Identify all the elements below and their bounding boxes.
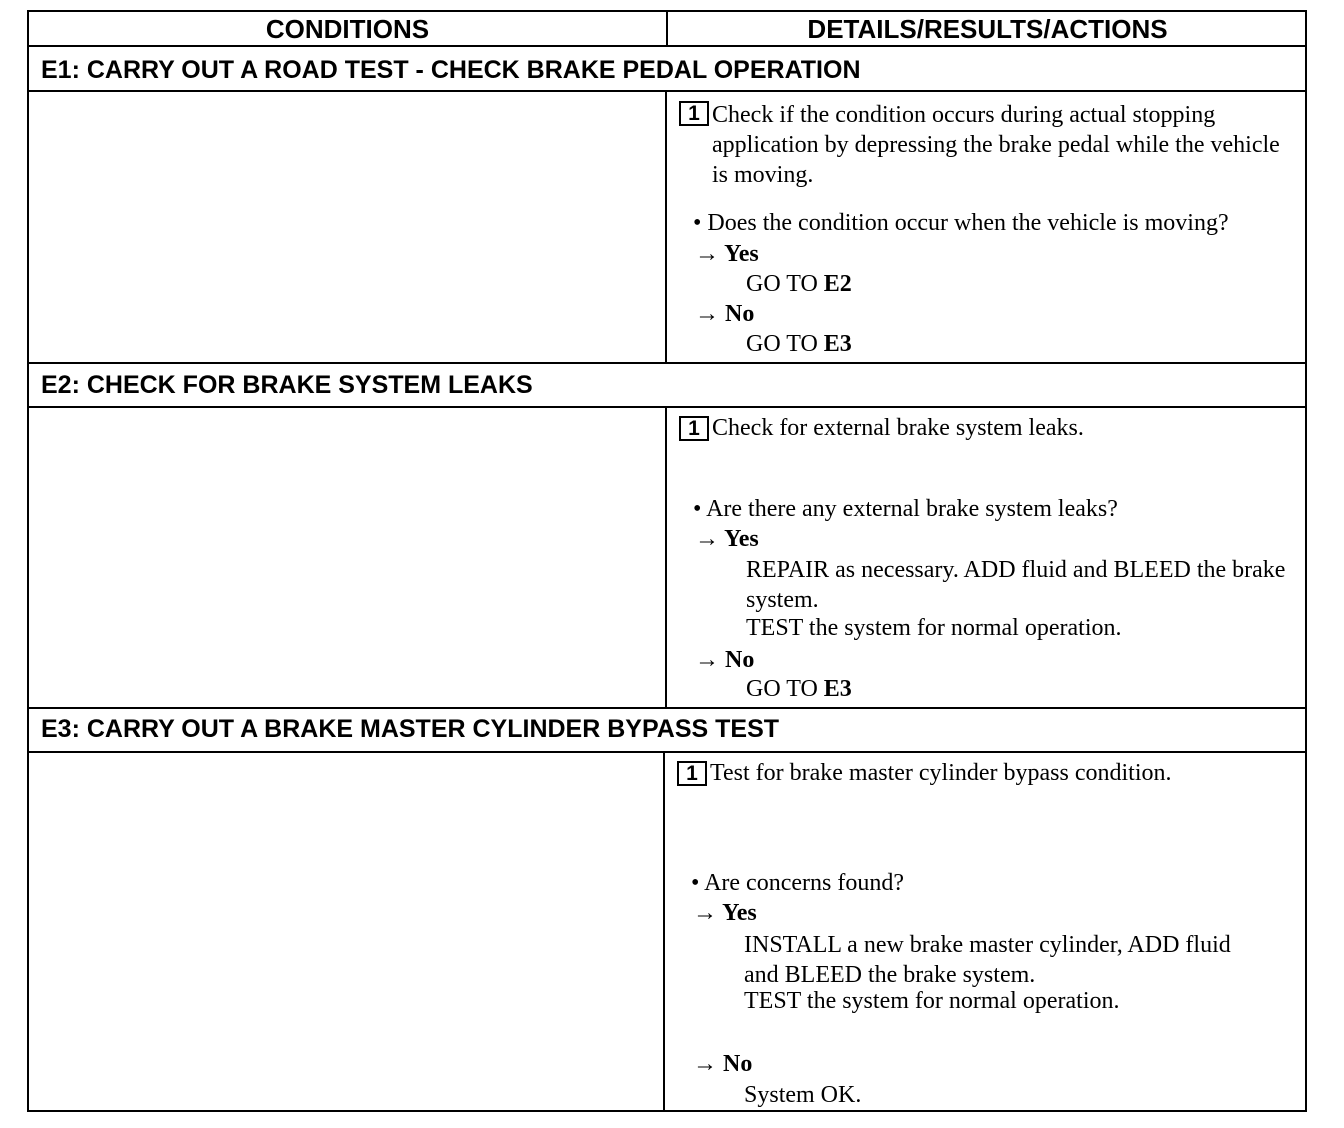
e1-step-number-box: 1 <box>679 101 709 126</box>
header-divider <box>29 45 1305 47</box>
e3-question: • Are concerns found? <box>691 870 904 896</box>
e2-no-goto: GO TO <box>746 676 824 702</box>
e1-step-text: Check if the condition occurs during actual stopping application by depressing the brake pedal while the vehicle is moving. <box>712 102 1280 188</box>
e1-no-target: E3 <box>823 331 852 357</box>
e2-title-divider <box>29 406 1305 408</box>
diagnostic-table <box>27 10 1307 1112</box>
e3-yes-action-1: INSTALL a new brake master cylinder, ADD fluid and BLEED the brake system. <box>744 932 1231 988</box>
details-column-header: DETAILS/RESULTS/ACTIONS <box>807 14 1168 44</box>
conditions-column-header: CONDITIONS <box>265 14 430 44</box>
e2-yes-action-2: TEST the system for normal operation. <box>746 615 1122 641</box>
e2-section-title: E2: CHECK FOR BRAKE SYSTEM LEAKS <box>41 371 533 399</box>
e3-step-number-box: 1 <box>677 761 707 786</box>
e1-no-goto: GO TO <box>746 331 824 357</box>
e1-yes-action <box>746 271 852 298</box>
e2-yes-action-1: REPAIR as necessary. ADD fluid and BLEED the brake system. <box>746 557 1286 613</box>
e1-no-label: → No <box>695 301 755 327</box>
e3-step-text: Test for brake master cylinder bypass condition. <box>710 760 1172 786</box>
e1-column-divider <box>665 90 667 362</box>
e1-question: • Does the condition occur when the vehicle is moving? <box>693 210 1229 236</box>
e3-no-action: System OK. <box>744 1082 862 1108</box>
e1-yes-target: E2 <box>823 271 852 297</box>
e2-yes-label: → Yes <box>695 526 759 552</box>
e1-bottom-divider <box>29 362 1305 364</box>
e3-no-label: → No <box>693 1051 753 1077</box>
e2-step-number-box: 1 <box>679 416 709 441</box>
header-column-divider <box>666 12 668 46</box>
e2-no-label: → No <box>695 647 755 673</box>
e2-bottom-divider <box>29 707 1305 709</box>
e1-title-divider <box>29 90 1305 92</box>
e3-column-divider <box>663 751 665 1112</box>
e1-section-title: E1: CARRY OUT A ROAD TEST - CHECK BRAKE PEDAL OPERATION <box>41 56 861 84</box>
e1-no-action <box>746 331 852 358</box>
e2-column-divider <box>665 406 667 707</box>
e1-yes-goto: GO TO <box>746 271 824 297</box>
e1-yes-label: → Yes <box>695 241 759 267</box>
e2-no-target: E3 <box>823 676 852 702</box>
e3-yes-action-2: TEST the system for normal operation. <box>744 988 1120 1014</box>
e3-yes-label: → Yes <box>693 900 757 926</box>
e2-question: • Are there any external brake system leaks? <box>693 496 1118 522</box>
e3-section-title: E3: CARRY OUT A BRAKE MASTER CYLINDER BYPASS TEST <box>41 715 780 743</box>
e2-no-action <box>746 676 852 703</box>
e2-step-text: Check for external brake system leaks. <box>712 415 1084 441</box>
e3-title-divider <box>29 751 1305 753</box>
